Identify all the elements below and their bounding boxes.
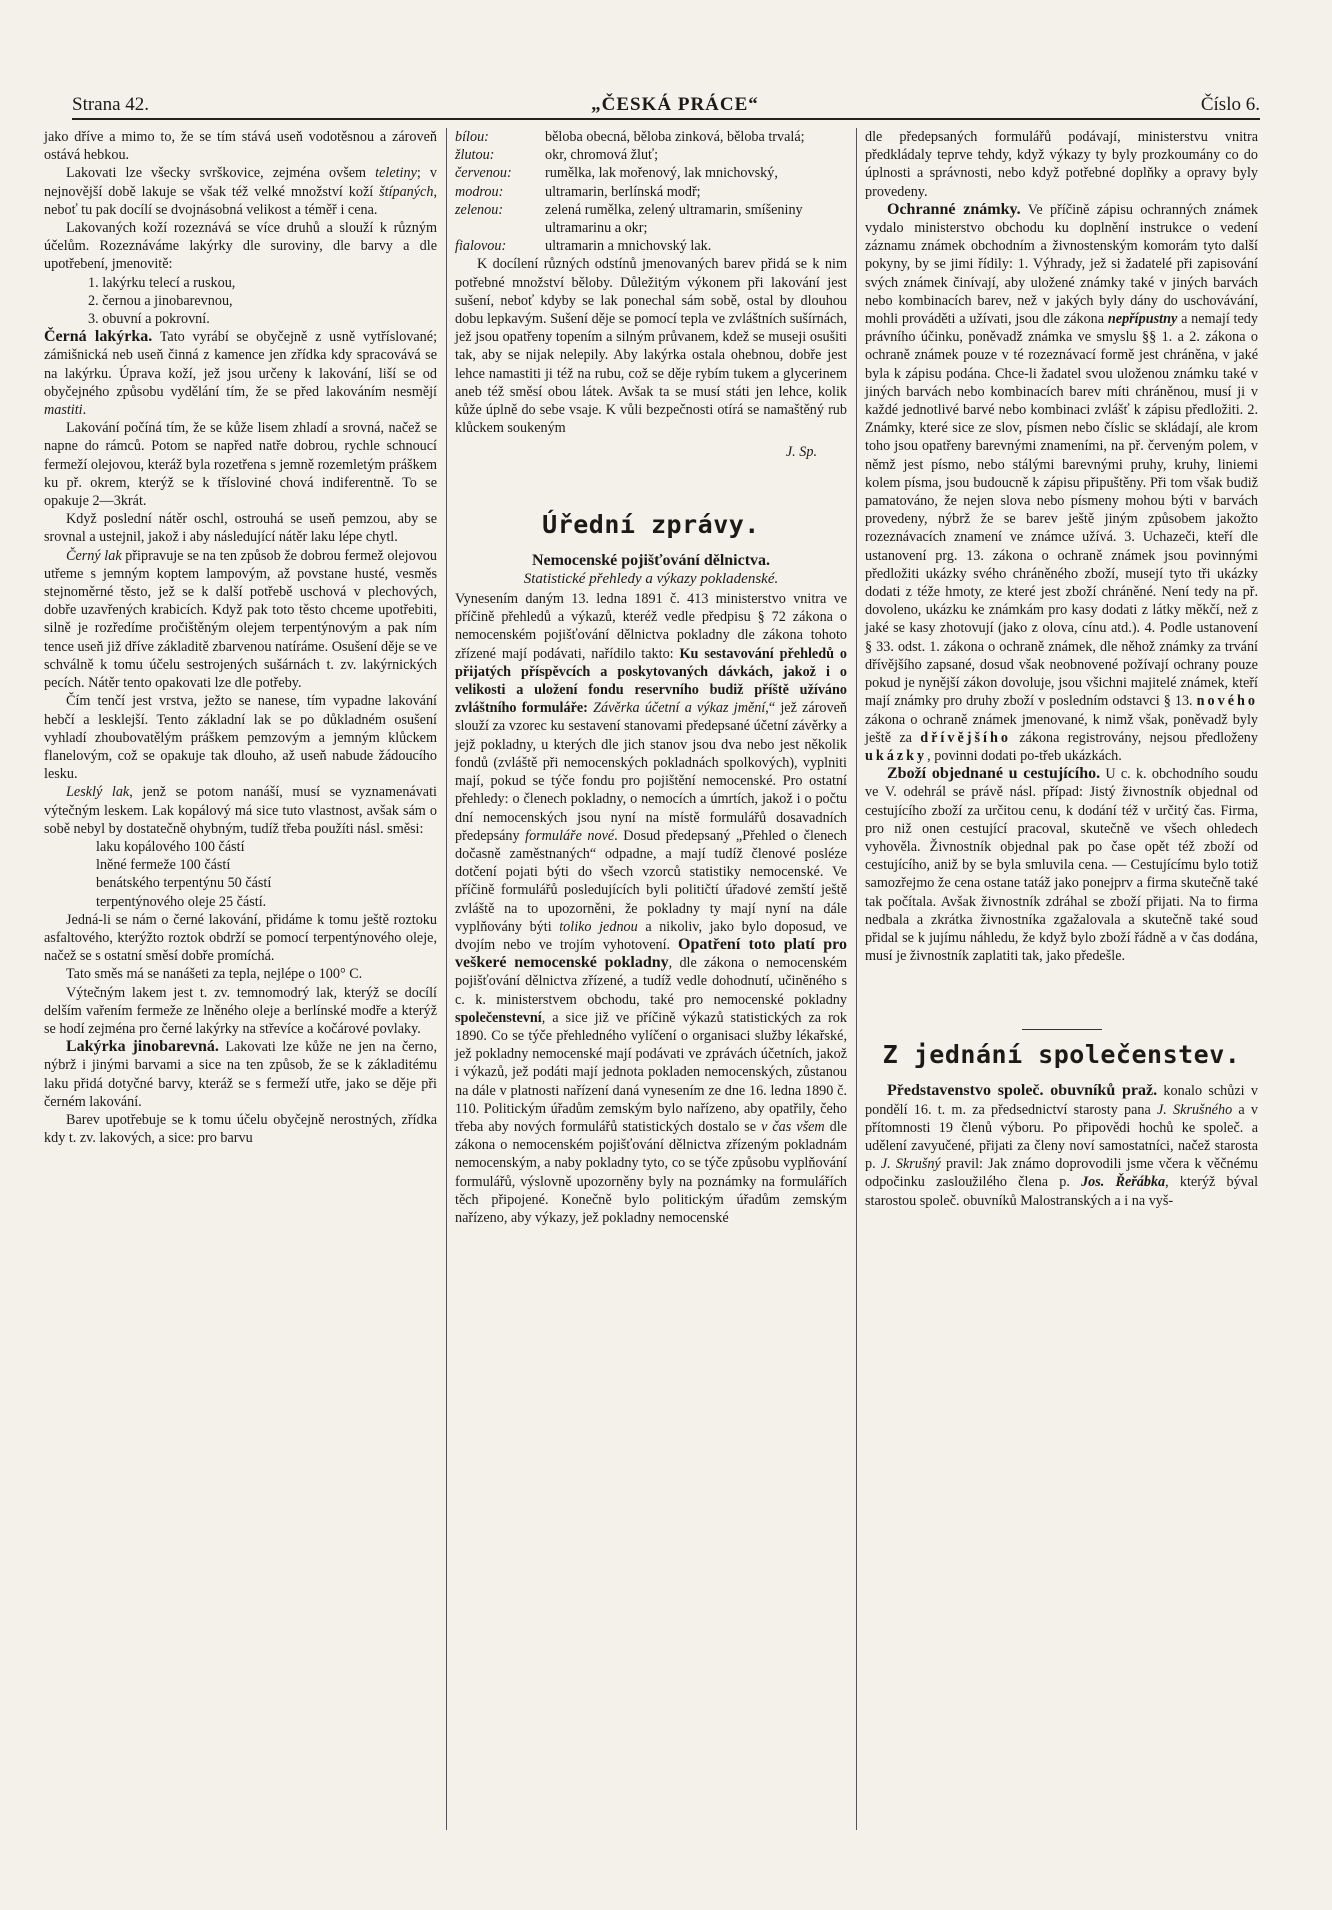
recipe-line: benátského terpentýnu 50 částí [96, 875, 272, 892]
recipe-line: terpentýnového oleje 25 částí. [96, 893, 267, 910]
header-rule [72, 118, 1260, 120]
column-3 [865, 128, 1258, 1210]
paragraph: Výtečným lakem jest t. zv. temnomodrý lak, kterýž se docílí delším vařením fermeže ze lněného oleje a berlínské modře a kterýž se hodí zejména pro černé lakýrky na střevíce a kočárové povlaky. [44, 984, 437, 1037]
run-in-heading: Zboží objednané u cestujícího. [887, 765, 1101, 783]
article-heading: Nemocenské pojišťování dělnictva. [531, 551, 771, 569]
paragraph: Černá lakýrka. Tato vyrábí se obyčejně z usně vytříslované; zámišnická neb useň činná z kamence jen zřídka kdy spracovává se na lakýrku. Úprava koží, jež jsou určeny k lakování, liší se od obyčejného způsobu vydělání tím, že se před lakováním nesmějí mastiti. [44, 328, 438, 419]
paragraph: Představenstvo společ. obuvníků praž. konalo schůzi v pondělí 16. t. m. za předsednictví starosty pana J. Skrušného a v přítomnosti 19 členů výboru. Po připovědi hochů ke společ. a udělení zavyučené, přijati za členy noví samostatníci, načež starosta p. J. Skrušný pravil: Jak známo doprovodili jsme včera k věčnému odpočinku zasloužilého člena p. Jos. Řeřábka, kterýž býval starostou společ. obuvníků Malostranských a i na vyš- [865, 1082, 1259, 1209]
pigment-row: bílou: běloba obecná, běloba zinková, běloba trvalá; [455, 129, 805, 145]
column-divider-1 [446, 128, 447, 1830]
section-separator [1022, 1029, 1102, 1030]
page-header [72, 86, 1260, 116]
paragraph: Lakovaných koží rozeznává se více druhů a slouží k různým účelům. Rozeznáváme lakýrky dle suroviny, dle barvy a dle upotřebení, jmenovitě: [44, 220, 437, 273]
run-in-heading: Ochranné známky. [887, 200, 1021, 218]
column-2 [455, 128, 847, 1227]
paragraph: Zboží objednané u cestujícího. U c. k. obchodního soudu ve V. odehrál se právě násl. případ: Jistý živnostník objednal od cestujícího zboží za určitou cenu, k dodání též v určitý čas. Firma, pro niž onen cestující pracoval, skutečně ve všech ohledech vyhověla. Živnostník objednal pak po čase opět též zboží od cestujícího, aniž by se byla smluvila cena. — Cestujícímu bylo totiž samozřejmo že cena ostane tatáž jako ponejprv a firma skutečně také tak počítala. Avšak živnostník zdráhal se zboží přijati. Na to firma nedbala a zkrátka živnostníka zgažalovala a skutečně také soud přidal se k jujímu náhledu, že když bylo zboží řádně a v čas dodána, musí je živnostník zaplatiti tak, jako předešle. [865, 765, 1258, 965]
author-signature: J. Sp. [785, 444, 817, 461]
page-number: Strana 42. [72, 94, 150, 115]
paragraph: dle předepsaných formulářů podávají, ministerstvu vnitra předkládaly teprve tehdy, když výkazy ty byly prozkoumány co do úplnosti a správnosti, nebo když potřebné doplňky a opravy byly provedeny. [865, 129, 1258, 200]
paragraph: Jedná-li se nám o černé lakování, přidáme k tomu ještě roztoku asfaltového, kterýžto roztok obdrží se pomocí terpentýnového oleje, načež se s ostatní směsí dobře promíchá. [44, 911, 437, 965]
paragraph: Barev upotřebuje se k tomu účelu obyčejně nerostných, zřídka kdy t. zv. lakových, a sice: pro barvu [44, 1111, 437, 1147]
paragraph: jako dříve a mimo to, že se tím stává useň vodotěsnou a zároveň ostává hebkou. [44, 129, 437, 164]
pigment-table [455, 128, 847, 255]
list-item: 2. černou a jinobarevnou, [88, 292, 233, 309]
pigment-row: fialovou: ultramarin a mnichovský lak. [455, 238, 712, 255]
paragraph: Vynesením daným 13. ledna 1891 č. 413 ministerstvo vnitra ve příčině přehledů a výkazů, kteréž vedle předpisu § 72 zákona o nemocenském pojišťování dělnictva pokladny dle zákona tohoto zřízené mají podávati, nařídilo takto: Ku sestavování přehledů o přijatých příspěvcích a poskytovaných dávkách, jakož i o velikosti a uložení fondu reservního budiž příště užíváno zvláštního formuláře: Závěrka účetní a výkaz jmění,“ jež zároveň slouží za vzorec ku sestavení stanovami předepsané účetní závěrky a jejž pokladny, u kterých dle jich stanov jsou dva nebo jest několik fondů (zvláště při nemocenských pokladnách spolkových), vyplniti mají, pokud se týče fondu pro pojištění nemocenské. Pro ostatní přehledy: o členech pokladny, o nemocích a úmrtích, jakož i o počtu dní nemocenských jsou nyní na místě formulářů dosavadních předepsány formuláře nové. Dosud předepsaný „Přehled o členech dočasně zaměstnaných“ odpadne, a mají tudíž členové posléze dotčení pojati býti do všech vzorců statistiky nemocenské. Ve příčině formulářů posledujících byli političtí úřadové zemští ještě zvláště na to upozorněni, že pokladny ty mají nyní na dále vyplňovány býti toliko jednou a nikoliv, jako bylo doposud, ve dvojím nebo ve trojím vyhotovení. Opatření toto platí pro veškeré nemocenské pokladny, dle zákona o nemocenském pojišťování dělnictva zřízené, a tudíž vedle dohodnutí, učiněného s c. k. ministerstvem obchodu, také pro nemocenské pokladny společenstevní, a sice již ve příčině výkazů statistických za rok 1890. Co se týče přehledného vylíčení o organisaci služby lékařské, jež pokladny nemocenské mají podávati ve zprávách účetních, jakož i výkazů, jež podáti mají jednota pokladen nemocenských, zůstanou na dále v platnosti nařízení daná vynesením ze dne 16. ledna 1890 č. 110. Politickým úřadům zemským bylo nařízeno, aby opatřily, čeho třeba aby nových formulářů statistických dostalo se v čas všem dle zákona o nemocenském pojišťování dělnictva zřízeným pokladnám nemocenským, a naby pokladny tyto, co se týče způsobu vyplňování formulářů, výslovně upozorněny byly na poznámky na formulářích těch připojené. Konečně bylo politickým úřadům zemským nařízeno, aby výkazy, jež pokladny nemocenské [455, 591, 848, 1226]
list-item: 3. obuvní a pokrovní. [88, 311, 210, 328]
section-heading: Úřední zprávy. [542, 509, 760, 539]
paragraph: Černý lak připravuje se na ten způsob že dobrou fermež olejovou utřeme s jemným koptem lampovým, až povstane husté, vesměs stejnoměrné těsto, jež se k další potřebě uschová v plechových, dobře uzavřených krabicích. Když pak toto těsto chceme upotřebiti, silně je rozředíme pročištěným olejem terpentýnovým a pak ním tence useň již dříve základitě zbarvenou natíráme. Osušení děje se ve schválně k tomu účelu sestrojených sušárnách t. zv. lakýrnických pecích. Nátěr tento opakovati lze dle potřeby. [44, 547, 437, 692]
paragraph: Ochranné známky. Ve příčině zápisu ochranných známek vydalo ministerstvo obchodu ku doplnění instrukce o vedení záznamu známek obchodním a živnostenským komorám tyto další pokyny, by se jimi řídily: 1. Výhrady, jež si žadatelé při zapisování svých známek činívají, aby uložené známky také v jiných barvách nebo kombinacích barev, než v jakých byly dány do uschovávání, mohli prováděti a užívati, jsou dle zákona nepřípustny a nemají tedy právního účinku, poněvadž známka ve smyslu §§ 1. a 2. zákona o ochraně známek pouze v té rozeznávací formě jest chráněna, v jaké byla k zápisu podána. Chce-li žadatel svou uloženou známku také v jiných barvách nebo kombinacích barev míti chráněnou, musí ji v každé jednotlivé barvé nebo kombinaci zvlášť k zápisu předložiti. 2. Známky, které sice ze slov, písmen nebo číslic se skládají, ale krom toho jsou opatřeny barevnými znameními, na př. červeným polem, v němž jest písmo, nebo stálými barevnými pruhy, kruhy, liniemi kolem písma, jsou budoucně k zápisu připuštěny. Při tom však budiž pamatováno, že nejen slova nebo písmeny mohou býti v barvách provedeny, nýbrž že se barev ještě jiným způsobem jakožto rozeznávacích znamení ve známce užívá. 3. Uchazeči, kteří dle ustanovení prg. 13. zákona o ochraně známek jsou povinnými předložiti ukázky svého chráněného zboží, musejí tyto tři ukázky dodati z téže hmoty, ze které jest zboží chráněné. Není tedy na př. dovoleno, ukázku ke známkám pro kasy dodati z látky měkčí, než z jaké se kasy zhotovují (jako z olova, cínu atd.). 4. Podle ustanovení § 33. odst. 1. zákona o ochraně známek, dle něhož známky za trvání dřívějšího zapsané, dosud však neobnovené požívají ochrany pouze pokud je nynější zákon dovoluje, jsou všichni majitelé známek, kteří mají známky pro druhy zboží v posledním odstavci § 13. nového zákona o ochraně známek jmenované, k nimž však, poněvadž byly ještě za dřívějšího zákona registrovány, nejsou předloženy ukázky, povinni dodati po-třeb ukázkách. [865, 200, 1258, 764]
paragraph: K docílení různých odstínů jmenovaných barev přidá se k nim potřebné množství běloby. Důležitým výkonem při lakování jest sušení, neboť kdyby se lak ponechal sám sobě, ostal by dlouhou dobu lepkavým. Sušení děje se pomocí tepla ve zvláštních sušírnách, jež jsou opatřeny topením a silným průvanem, kdež se museji osušiti tak, aby se nijak nelepily. Aby lakýrka ostala ohebnou, dobře jest lehce namastiti ji též na rubu, což se děje rybím tukem a glycerinem aneb též směsí obou látek. Avšak ta se musí státi jen lehce, kolik kůže úplně do sebe vsaje. K vůli bezpečnosti otírá se namaštěný rub klůckem soukeným [455, 256, 847, 437]
pigment-row: modrou: ultramarin, berlínská modř; [455, 183, 701, 200]
paragraph: Čím tenčí jest vrstva, ježto se nanese, tím vypadne lakování hebčí a lesklejší. Tento základní lak se po důkladném osušení vyhladí zhoubovatělým práškem pemzovým a jemným klůckem flanelovým, což se opakuje tak dlouho, až useň nabude žádoucího lesku. [44, 693, 437, 783]
column-1 [44, 128, 437, 1147]
recipe-line: laku kopálového 100 částí [96, 838, 245, 855]
recipe-line: lněné fermeže 100 částí [96, 857, 231, 874]
paragraph: Když poslední nátěr oschl, ostrouhá se useň pemzou, aby se srovnal a ustejnil, jakož i aby následující nátěr laku lépe chytl. [44, 511, 437, 546]
issue-number: Číslo 6. [1200, 94, 1260, 115]
pigment-row: žlutou: okr, chromová žluť; [455, 147, 659, 164]
run-in-heading: Lakýrka jinobarevná. [66, 1038, 219, 1056]
list-item: 1. lakýrku telecí a ruskou, [88, 274, 236, 291]
pigment-row: červenou: rumělka, lak mořenový, lak mnichovský, [455, 165, 778, 182]
paragraph: Lakovati lze všecky svrškovice, zejména ovšem teletiny; v nejnovější době lakuje se však též velké množství koží štípaných, neboť tu pak docílí se dvojnásobná velikost a téměř i cena. [44, 165, 437, 218]
leather-types-list [44, 274, 437, 329]
run-in-heading: Černá lakýrka. [44, 328, 153, 346]
run-in-heading: Představenstvo společ. obuvníků praž. [887, 1082, 1158, 1100]
paragraph: Tato směs má se nanášeti za tepla, nejlépe o 100° C. [66, 966, 363, 983]
column-divider-2 [856, 128, 857, 1830]
pigment-row: zelenou: zelená rumělka, zelený ultramarin, smíšeniny ultramarinu a okr; [455, 201, 803, 237]
masthead-title: „ČESKÁ PRÁCE“ [591, 94, 759, 115]
paragraph: Lakování počíná tím, že se kůže lisem zhladí a srovná, načež se napne do rámců. Potom se napřed natře dobrou, rychle schnoucí fermeží olejovou, kteráž byla rozetřena s jemně rozemletým práškem ku př. okrem, kterýž se k třísloviné chová indiferentně. To se opakuje 2—3krát. [44, 420, 437, 510]
article-subheading: Statistické přehledy a výkazy pokladenské. [523, 570, 779, 587]
section-heading: Z jednání společenstev. [882, 1040, 1241, 1070]
lacquer-recipe [44, 838, 437, 911]
paragraph: Lakýrka jinobarevná. Lakovati lze kůže ne jen na černo, nýbrž i jinými barvami a sice na ten způsob, že se k základitému laku přidá dotyčné barvy, kteráž se s fermeží utře, jako se děje při černém lakování. [44, 1038, 437, 1110]
paragraph: Lesklý lak, jenž se potom nanáší, musí se vyznamenávati výtečným leskem. Lak kopálový má sice tuto vlastnost, avšak sám o sobě nebyl by dostatečně ohybným, tudíž třeba použíti násl. směsi: [44, 784, 437, 837]
